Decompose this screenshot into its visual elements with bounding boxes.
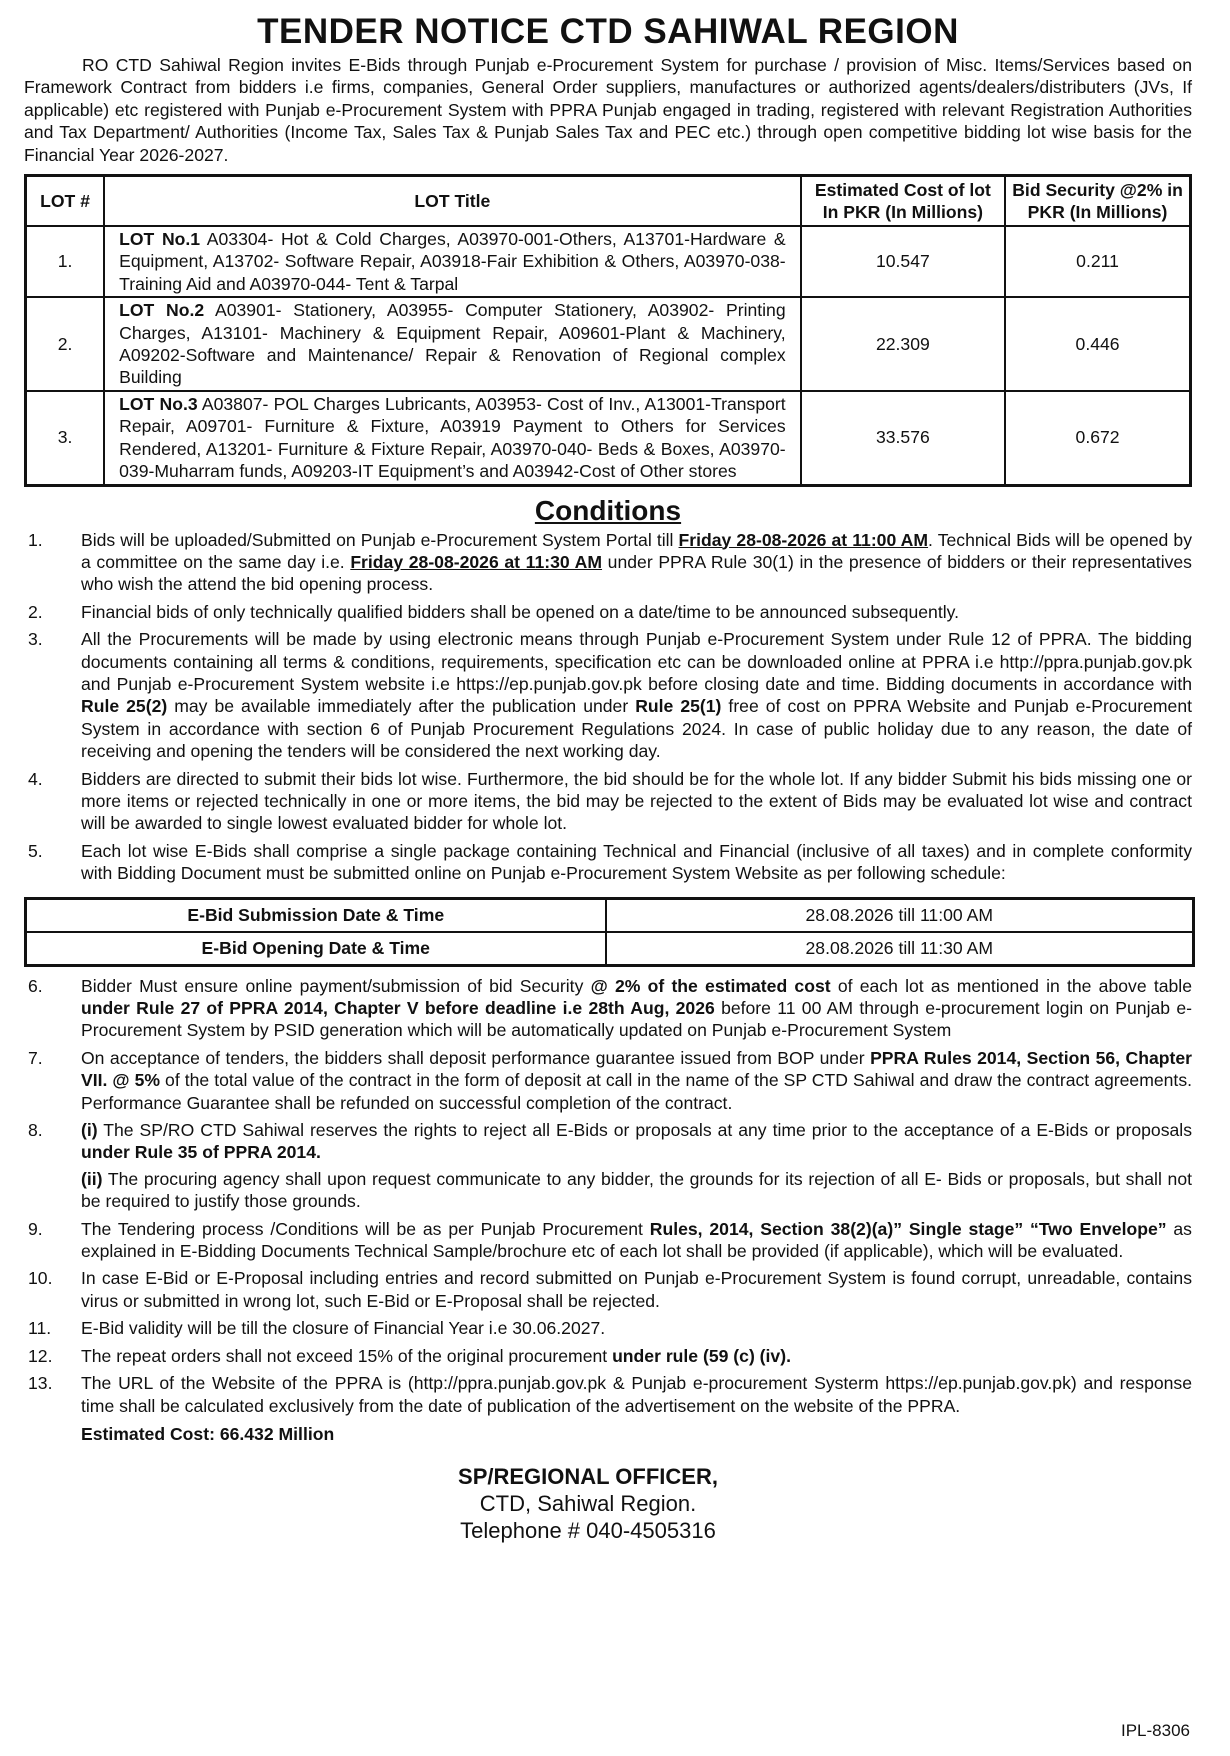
condition-number: 1. <box>28 529 43 550</box>
lot-label: LOT No.2 <box>119 300 205 321</box>
rule-reference: Rule 25(2) <box>81 696 168 717</box>
condition-part: Bidder Must ensure online payment/submission of bid Security <box>81 975 591 996</box>
condition-part: All the Procurements will be made by using electronic means through Punjab e-Procurement System under Rule 12 of PPRA. The bidding documents containing all terms & conditions, requirements, specification etc can be downloaded online at PPRA i.e http://ppra.punjab.gov.pk and Punjab e-Procurement System website i.e https://ep.punjab.gov.pk before closing date and time. Bidding documents in accordance with <box>81 629 1192 694</box>
lots-table <box>24 174 1192 486</box>
header-lot-no: LOT # <box>26 176 105 227</box>
table-row <box>26 391 1191 485</box>
rule-reference: Rules, 2014, Section 38(2)(a)” Single stage” “Two Envelope” <box>649 1218 1167 1239</box>
lot-description: A03807- POL Charges Lubricants, A03953- Cost of Inv., A13001-Transport Repair, A09701- Furniture & Fixture, A03919 Payment to Others for Services Rendered, A13201- Furniture & Fixture Repair, A03970-040- Beds & Boxes, A03970-039-Muharram funds, A09203-IT Equipment’s and A03942-Cost of Other stores <box>119 393 786 482</box>
lot-label: LOT No.3 <box>119 393 198 414</box>
condition-number: 5. <box>28 840 43 861</box>
rule-reference: under Rule 27 of PPRA 2014, Chapter V before deadline i.e 28th Aug, 2026 <box>81 998 715 1018</box>
condition-text: In case E-Bid or E-Proposal including entries and record submitted on Punjab e-Procurement System is found corrupt, unreadable, contains virus or submitted in wrong lot, such E-Bid or E-Proposal shall be rejected. <box>81 1268 1192 1311</box>
sub-item-label: (i) <box>81 1120 98 1141</box>
signatory-title: SP/REGIONAL OFFICER, <box>458 1464 718 1490</box>
condition-number: 4. <box>28 768 43 789</box>
condition-part: of each lot as mentioned in the above table <box>830 975 1192 996</box>
estimated-cost-total: Estimated Cost: 66.432 Million <box>81 1423 335 1444</box>
condition-5 <box>24 840 1192 885</box>
condition-7 <box>24 1047 1192 1114</box>
condition-1 <box>24 529 1192 596</box>
condition-text <box>81 1119 1192 1213</box>
condition-number: 12. <box>28 1345 53 1366</box>
condition-number: 8. <box>28 1120 43 1141</box>
schedule-label: E-Bid Submission Date & Time <box>26 898 606 932</box>
condition-number: 6. <box>28 975 43 996</box>
condition-text <box>81 529 1192 596</box>
lot-bid-security: 0.672 <box>1005 391 1190 485</box>
condition-text: Financial bids of only technically qualified bidders shall be opened on a date/time to be announced subsequently. <box>81 601 959 622</box>
lots-table-header <box>26 176 1191 227</box>
rule-reference: under Rule 35 of PPRA 2014. <box>81 1142 321 1163</box>
ipl-code: IPL-8306 <box>1121 1721 1190 1740</box>
lot-description: A03304- Hot & Cold Charges, A03970-001-Others, A13701-Hardware & Equipment, A13702- Software Repair, A03918-Fair Exhibition & Others, A03970-038- Training Aid and A03970-044- Tent & Tarpal <box>119 229 786 294</box>
condition-9 <box>24 1218 1192 1263</box>
condition-number: 3. <box>28 629 43 650</box>
condition-text <box>81 1218 1192 1263</box>
condition-11 <box>24 1317 1192 1339</box>
condition-number: 9. <box>28 1218 43 1239</box>
lot-number: 1. <box>26 226 105 297</box>
sub-item-label: (ii) <box>81 1168 103 1189</box>
table-row <box>26 932 1194 966</box>
opening-time: Friday 28-08-2026 at 11:30 AM <box>350 551 603 572</box>
header-lot-title: LOT Title <box>104 176 801 227</box>
rule-reference: under rule (59 (c) (iv). <box>612 1345 791 1366</box>
condition-8-part-ii <box>81 1168 1192 1213</box>
condition-number: 7. <box>28 1047 43 1068</box>
condition-part: Bids will be uploaded/Submitted on Punjab e-Procurement System Portal till <box>81 529 679 550</box>
lot-title-cell <box>104 391 801 485</box>
condition-text: E-Bid validity will be till the closure of Financial Year i.e 30.06.2027. <box>81 1318 606 1339</box>
rule-reference: @ 2% of the estimated cost <box>590 975 831 996</box>
lot-number: 3. <box>26 391 105 485</box>
condition-13 <box>24 1372 1192 1417</box>
schedule-value: 28.08.2026 till 11:30 AM <box>606 932 1194 966</box>
condition-8 <box>24 1119 1192 1213</box>
condition-text <box>81 1047 1192 1114</box>
lot-number: 2. <box>26 297 105 391</box>
condition-2 <box>24 601 1192 623</box>
condition-part: as explained in E-Bidding Documents Technical Sample/brochure etc of each lot shall be provided (if applicable), which will be evaluated. <box>81 1218 1192 1262</box>
condition-text: Each lot wise E-Bids shall comprise a single package containing Technical and Financial (inclusive of all taxes) and in complete conformity with Bidding Document must be submitted online on Punjab e-Procurement System Website as per following schedule: <box>81 840 1192 884</box>
lot-description: A03901- Stationery, A03955- Computer Stationery, A03902- Printing Charges, A13101- Machinery & Equipment Repair, A09601-Plant & Machinery, A09202-Software and Maintenance/ Repair & Renovation of Regional complex Building <box>119 300 786 388</box>
condition-12 <box>24 1345 1192 1367</box>
condition-4 <box>24 768 1192 835</box>
condition-number: 13. <box>28 1373 53 1394</box>
condition-8-part-i <box>81 1119 1192 1164</box>
condition-part: The Tendering process /Conditions will be as per Punjab Procurement <box>81 1218 650 1239</box>
signature-block <box>24 1463 1192 1544</box>
condition-number: 11. <box>28 1318 52 1339</box>
table-row <box>26 226 1191 297</box>
lot-estimated-cost: 10.547 <box>801 226 1005 297</box>
header-estimated-cost: Estimated Cost of lot In PKR (In Millions) <box>801 176 1005 227</box>
submission-deadline: Friday 28-08-2026 at 11:00 AM <box>678 529 929 550</box>
condition-text <box>81 975 1192 1042</box>
condition-part: under PPRA Rule 30(1) in the presence of bidders or their representatives who wish the attend the bid opening process. <box>81 551 1192 595</box>
schedule-value: 28.08.2026 till 11:00 AM <box>606 898 1194 932</box>
condition-text: The URL of the Website of the PPRA is (http://ppra.punjab.gov.pk & Punjab e-procurement Systerm https://ep.punjab.gov.pk) and response time shall be calculated exclusively from the date of publication of the advertisement on the website of the PPRA. <box>81 1373 1192 1416</box>
lot-title-cell <box>104 226 801 297</box>
schedule-table <box>24 897 1195 967</box>
signatory-telephone: Telephone # 040-4505316 <box>460 1518 716 1544</box>
rule-reference: PPRA Rules 2014, Section 56, Chapter VII. @ 5% <box>81 1047 1192 1091</box>
condition-number: 2. <box>28 601 43 622</box>
lot-bid-security: 0.446 <box>1005 297 1190 391</box>
lot-estimated-cost: 33.576 <box>801 391 1005 485</box>
table-row <box>26 297 1191 391</box>
condition-part: The SP/RO CTD Sahiwal reserves the rights to reject all E-Bids or proposals at any time prior to the acceptance of a E-Bids or proposals <box>97 1120 1192 1141</box>
notice-intro: RO CTD Sahiwal Region invites E-Bids through Punjab e-Procurement System for purchase / provision of Misc. Items/Services based on Framework Contract from bidders i.e firms, companies, General Order suppliers, manufactures or authorized agents/dealers/distributers (JVs, If applicable) etc registered with Punjab e-Procurement System with PPRA Punjab engaged in trading, registered with relevant Registration Authorities and Tax Department/ Authorities (Income Tax, Sales Tax & Punjab Sales Tax and PEC etc.) through open competitive bidding lot wise basis for the Financial Year 2026-2027. <box>24 55 1192 165</box>
lot-title-cell <box>104 297 801 391</box>
condition-part: . Technical Bids will be opened by a committee on the same day i.e. <box>81 529 1192 572</box>
condition-text <box>81 1345 1192 1367</box>
condition-3 <box>24 628 1192 762</box>
condition-part: of the total value of the contract in the form of deposit at call in the name of the SP CTD Sahiwal and draw the contract agreements. Performance Guarantee shall be refunded on successful completion of the contract. <box>81 1070 1193 1113</box>
condition-part: The repeat orders shall not exceed 15% of the original procurement <box>81 1345 613 1366</box>
lot-bid-security: 0.211 <box>1005 226 1190 297</box>
rule-reference: Rule 25(1) <box>635 696 722 717</box>
condition-10 <box>24 1267 1192 1312</box>
condition-part: free of cost on PPRA Website and Punjab e-Procurement System in accordance with section 6 of Punjab Procurement Regulations 2024. In case of public holiday due to any reason, the date of receiving and opening the tenders will be considered the next working day. <box>81 696 1193 762</box>
condition-part: On acceptance of tenders, the bidders shall deposit performance guarantee issued from BOP under <box>81 1047 871 1068</box>
condition-part: before 11 00 AM through e-procurement login on Punjab e-Procurement System by PSID generation which will be automatically updated on Punjab e-Procurement System <box>81 998 1192 1041</box>
signatory-office: CTD, Sahiwal Region. <box>479 1491 697 1517</box>
condition-part: The procuring agency shall upon request communicate to any bidder, the grounds for its rejection of all E- Bids or proposals, but shall not be required to justify those grounds. <box>81 1168 1192 1212</box>
notice-title: TENDER NOTICE CTD SAHIWAL REGION <box>257 12 959 51</box>
schedule-label: E-Bid Opening Date & Time <box>26 932 606 966</box>
condition-part: may be available immediately after the publication under <box>167 696 636 717</box>
lot-estimated-cost: 22.309 <box>801 297 1005 391</box>
header-bid-security: Bid Security @2% in PKR (In Millions) <box>1005 176 1190 227</box>
condition-text <box>81 628 1192 762</box>
condition-6 <box>24 975 1192 1042</box>
table-row <box>26 898 1194 932</box>
condition-text: Bidders are directed to submit their bids lot wise. Furthermore, the bid should be for the whole lot. If any bidder Submit his bids missing one or more items or rejected technically in one or more items, the bid may be rejected to the extent of Bids may be evaluated lot wise and contract will be awarded to single lowest evaluated bidder for whole lot. <box>81 768 1192 834</box>
lot-label: LOT No.1 <box>119 229 201 250</box>
conditions-heading: Conditions <box>534 494 682 526</box>
condition-number: 10. <box>28 1268 53 1289</box>
tender-notice <box>24 8 1192 1544</box>
